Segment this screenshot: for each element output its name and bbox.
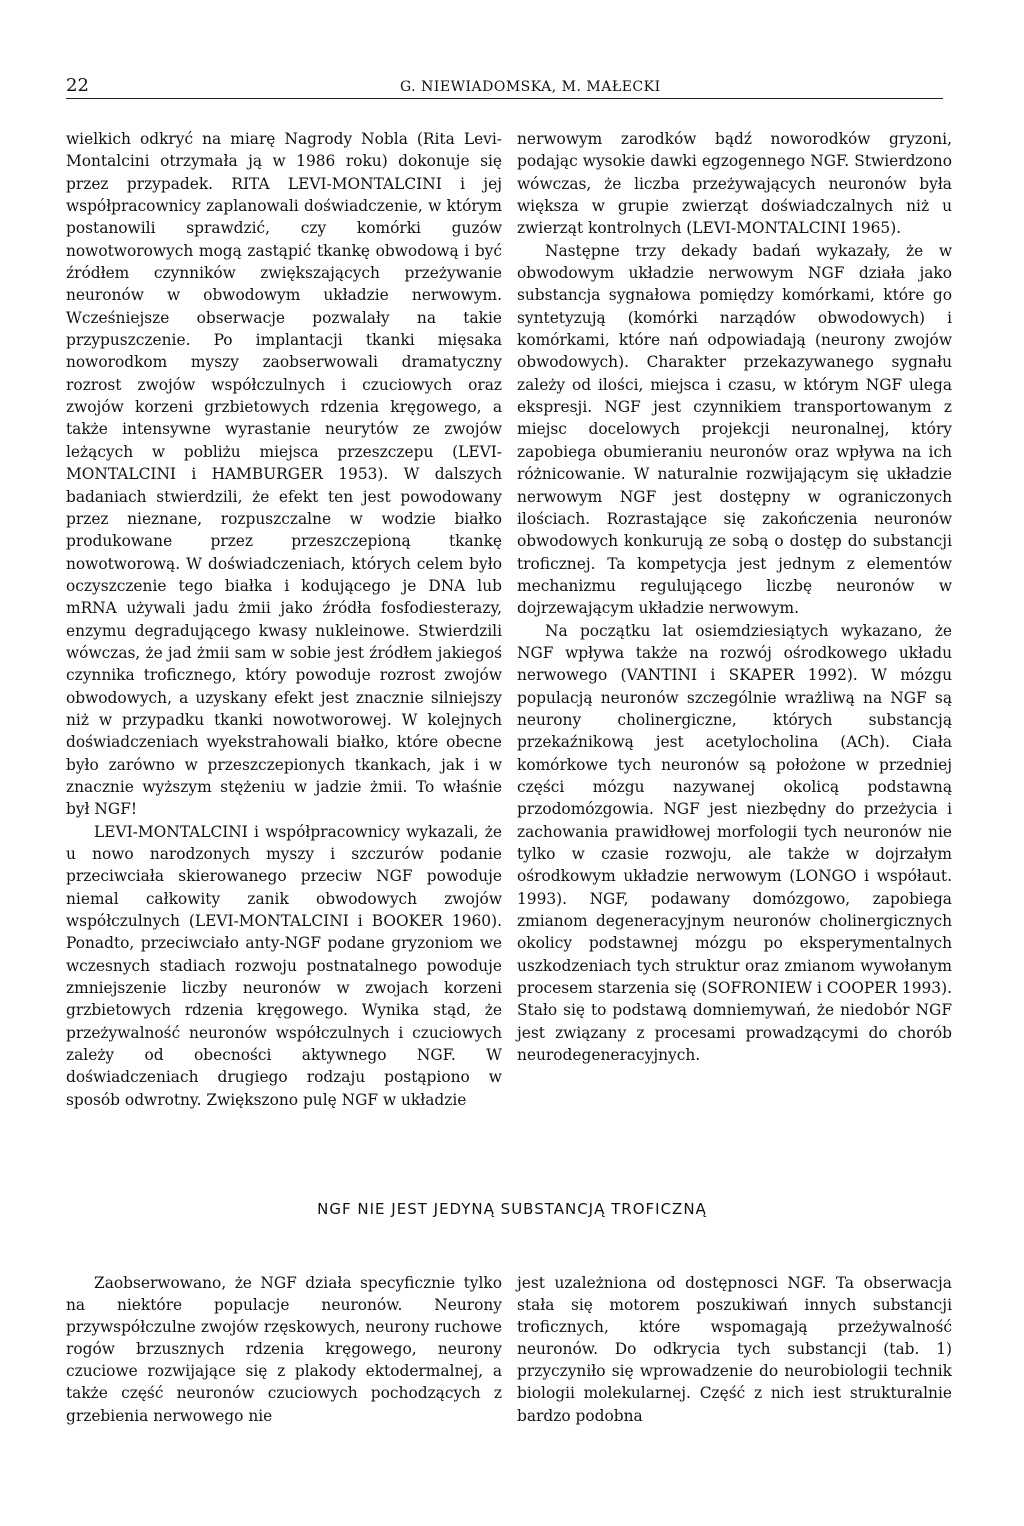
paragraph: wielkich odkryć na miarę Nagrody Nobla (Rita Levi-Montalcini otrzymała ją w 1986 roku) dokonuje się przez przypadek. RITA LEVI-MONTALCINI i jej współpracownicy zaplanowali doświadczenie, w którym postanowili sprawdzić, czy komórki guzów nowotworowych mogą zastąpić tkankę obwodową i być źródłem czynników zwiększających przeżywanie neuronów w obwodowym układzie nerwowym. Wcześniejsze obserwacje pozwalały na takie przypuszczenie. Po implantacji tkanki mięsaka noworodkom myszy zaobserwowali dramatyczny rozrost zwojów współczulnych i czuciowych oraz zwojów korzeni grzbietowych rdzenia kręgowego, a także intensywne wyrastanie neurytów ze zwojów leżących w pobliżu miejsca przeszczepu (LEVI-MONTALCINI i HAMBURGER 1953). W dalszych badaniach stwierdzili, że efekt ten jest powodowany przez nieznane, rozpuszczalne w wodzie białko produkowane przez przeszczepioną tkankę nowotworową. W doświadczeniach, których celem było oczyszczenie tego białka i kodującego je DNA lub mRNA używali jadu żmii jako źródła fosfodiesterazy, enzymu degradującego kwasy nukleinowe. Stwierdzili wówczas, że jad żmii sam w sobie jest źródłem jakiegoś czynnika troficznego, który powoduje rozrost zwojów obwodowych, a uzyskany efekt jest znacznie silniejszy niż w przypadku tkanki nowotworowej. W kolejnych doświadczeniach wyekstrahowali białko, które obecne było zarówno w przeszczepionych tkankach, jak i w znacznie wyższym stężeniu w jadzie żmii. To właśnie był NGF! <box>66 130 502 819</box>
paragraph: Zaobserwowano, że NGF działa specyficznie tylko na niektóre populacje neuronów. Neurony przywspółczulne zwojów rzęskowych, neurony ruchowe rogów brzusznych rdzenia kręgowego, neurony czuciowe rozwijające się z plakody ektodermalnej, a także część neuronów czuciowych pochodzących z grzebienia nerwowego nie <box>66 1274 502 1425</box>
paragraph: nerwowym zarodków bądź noworodków gryzoni, podając wysokie dawki egzogennego NGF. Stwierdzono wówczas, że liczba przeżywających neuronów była większa w grupie zwierząt doświadczalnych niż u zwierząt kontrolnych (LEVI-MONTALCINI 1965). <box>517 130 952 238</box>
right-column-bottom <box>517 1272 952 1427</box>
right-column-top <box>517 128 952 1066</box>
running-head <box>66 76 943 99</box>
running-head-authors: G. NIEWIADOMSKA, M. MAŁECKI <box>400 79 661 95</box>
left-column-bottom <box>66 1272 502 1427</box>
paragraph: jest uzależniona od dostępnosci NGF. Ta obserwacja stała się motorem poszukiwań innych substancji troficznych, które wspomagają przeżywalność neuronów. Do odkrycia tych substancji (tab. 1) przyczyniło się wprowadzenie do neurobiologii technik biologii molekularnej. Część z nich iest strukturalnie bardzo podobna <box>517 1274 952 1425</box>
left-column-top <box>66 128 502 1111</box>
paragraph: Następne trzy dekady badań wykazały, że w obwodowym układzie nerwowym NGF działa jako substancja sygnałowa pomiędzy komórkami, które go syntetyzują (komórki narządów obwodowych) i komórkami, które nań odpowiadają (neurony zwojów obwodowych). Charakter przekazywanego sygnału zależy od ilości, miejsca i czasu, w którym NGF ulega ekspresji. NGF jest czynnikiem transportowanym z miejsc docelowych projekcji neuronalnej, który zapobiega obumieraniu neuronów oraz wpływa na ich różnicowanie. W naturalnie rozwijającym się układzie nerwowym NGF jest dostępny w ograniczonych ilościach. Rozrastające się zakończenia neuronów obwodowych konkurują ze sobą o dostęp do substancji troficznej. Ta kompetycja jest jednym z elementów mechanizmu regulującego liczbę neuronów w dojrzewającym układzie nerwowym. <box>517 241 952 618</box>
paragraph: LEVI-MONTALCINI i współpracownicy wykazali, że u nowo narodzonych myszy i szczurów podanie przeciwciała skierowanego przeciw NGF powoduje niemal całkowity zanik obwodowych zwojów współczulnych (LEVI-MONTALCINI i BOOKER 1960). Ponadto, przeciwciało anty-NGF podane gryzoniom we wczesnych stadiach rozwoju postnatalnego powoduje zmniejszenie liczby neuronów w zwojach korzeni grzbietowych rdzenia kręgowego. Wynika stąd, że przeżywalność neuronów współczulnych i czuciowych zależy od obecności aktywnego NGF. W doświadczeniach drugiego rodzaju postąpiono w sposób odwrotny. Zwiększono pulę NGF w układzie <box>66 822 502 1109</box>
paragraph: Na początku lat osiemdziesiątych wykazano, że NGF wpływa także na rozwój ośrodkowego układu nerwowego (VANTINI i SKAPER 1992). W mózgu populacją neuronów szczególnie wrażliwą na NGF są neurony cholinergiczne, których substancją przekaźnikową jest acetylocholina (ACh). Ciała komórkowe tych neuronów są położone w przedniej części mózgu nazywanej okolicą podstawną przodomózgowia. NGF jest niezbędny do przeżycia i zachowania prawidłowej morfologii tych neuronów nie tylko w czasie rozwoju, ale także w dojrzałym ośrodkowym układzie nerwowym (LONGO i współaut. 1993). NGF, podawany domózgowo, zapobiega zmianom degeneracyjnym neuronów cholinergicznych okolicy podstawnej mózgu po eksperymentalnych uszkodzeniach tych struktur oraz zmianom wywołanym procesem starzenia się (SOFRONIEW i COOPER 1993). Stało się to podstawą domniemywań, że niedobór NGF jest związany z procesami prowadzącymi do chorób neurodegeneracyjnych. <box>517 621 952 1065</box>
section-heading: NGF NIE JEST JEDYNĄ SUBSTANCJĄ TROFICZNĄ <box>317 1200 707 1218</box>
page-number: 22 <box>66 75 89 96</box>
